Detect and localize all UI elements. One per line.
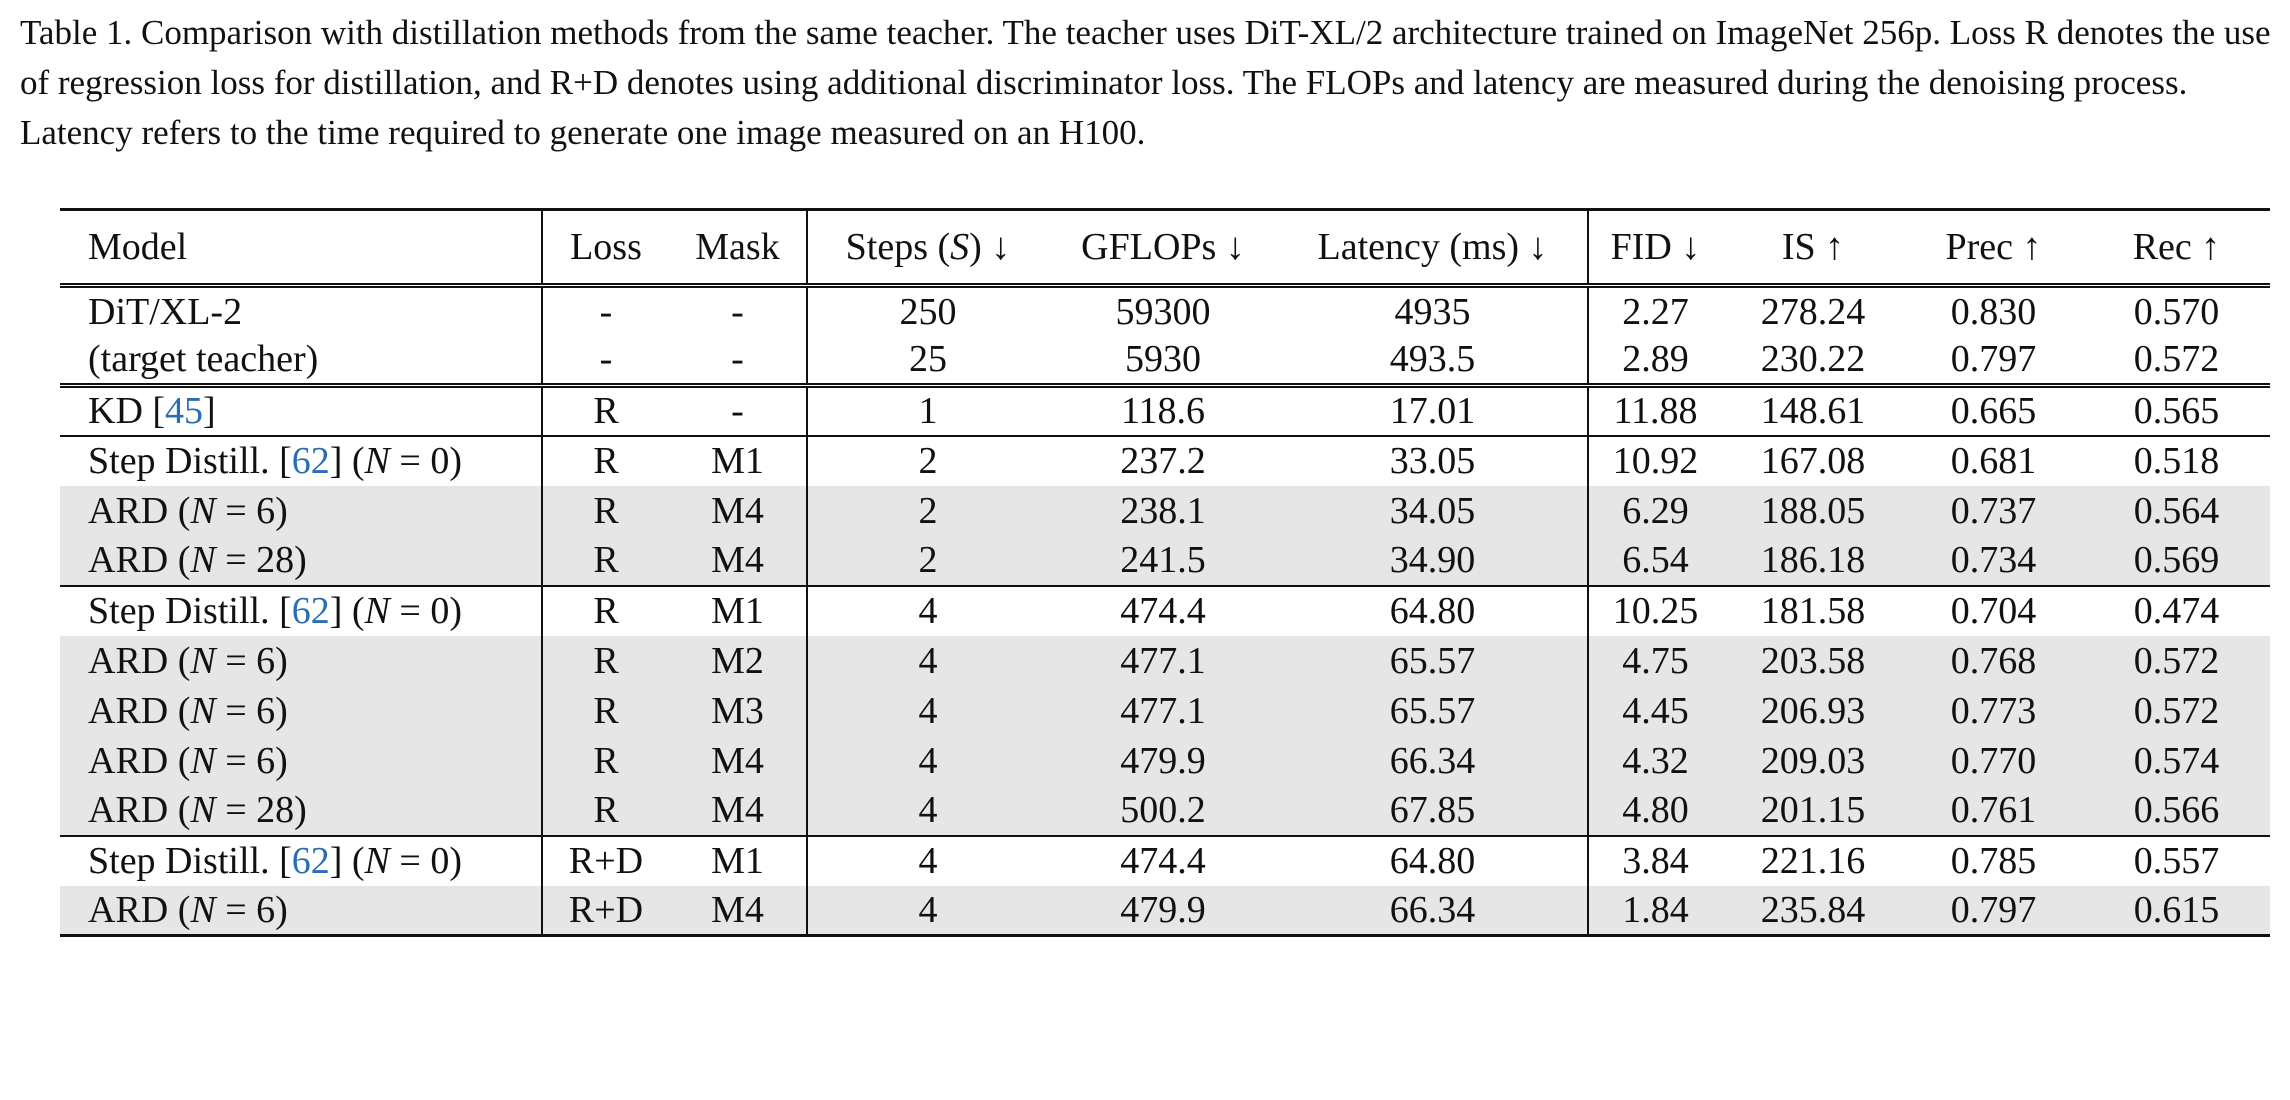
cell-fid: 2.27 bbox=[1588, 286, 1722, 336]
cell-prec: 0.737 bbox=[1904, 486, 2083, 536]
cell-fid: 3.84 bbox=[1588, 836, 1722, 886]
cell-fid: 10.92 bbox=[1588, 436, 1722, 486]
cell-rec: 0.569 bbox=[2083, 536, 2270, 586]
table-row bbox=[60, 886, 2270, 936]
cell-is: 230.22 bbox=[1760, 338, 1866, 381]
header-gflops: GFLOPs ↓ bbox=[1081, 226, 1245, 268]
header-row bbox=[60, 210, 2270, 286]
cell-rec: 0.564 bbox=[2083, 486, 2270, 536]
cell-latency: 17.01 bbox=[1389, 390, 1476, 433]
cell-gflops: 479.9 bbox=[1048, 886, 1278, 936]
cell-steps: 4 bbox=[807, 836, 1048, 886]
cell-model: ARD (N = 6) bbox=[60, 736, 542, 786]
cell-mask: M4 bbox=[669, 736, 807, 786]
cell-prec: 0.785 bbox=[1950, 840, 2037, 882]
header-rec: Rec ↑ bbox=[2132, 226, 2221, 268]
cell-model: (target teacher) bbox=[88, 338, 319, 381]
cell-fid: 1.84 bbox=[1588, 886, 1722, 936]
cell-mask: M4 bbox=[669, 886, 807, 936]
cell-latency: 65.57 bbox=[1278, 636, 1588, 686]
cell-rec: 0.572 bbox=[2083, 636, 2270, 686]
cell-steps: 2 bbox=[807, 536, 1048, 586]
table-row bbox=[60, 286, 2270, 336]
cell-loss: R bbox=[542, 386, 669, 436]
cell-rec: 0.518 bbox=[2133, 440, 2220, 482]
cell-model: Step Distill. [62] (N = 0) bbox=[88, 590, 462, 632]
cell-fid: 4.32 bbox=[1588, 736, 1722, 786]
cell-steps: 4 bbox=[807, 736, 1048, 786]
cell-is: 181.58 bbox=[1760, 590, 1866, 632]
cell-model: ARD (N = 6) bbox=[60, 886, 542, 936]
cell-gflops: 241.5 bbox=[1048, 536, 1278, 586]
cell-is: 167.08 bbox=[1760, 440, 1866, 482]
cell-latency: 34.90 bbox=[1278, 536, 1588, 586]
cell-loss: R bbox=[542, 636, 669, 686]
cell-model: ARD (N = 6) bbox=[60, 636, 542, 686]
cell-mask: M1 bbox=[711, 840, 764, 882]
cell-gflops: 500.2 bbox=[1048, 786, 1278, 836]
cell-prec: 0.797 bbox=[1904, 886, 2083, 936]
cell-steps: 25 bbox=[807, 336, 1048, 386]
cell-loss: - bbox=[542, 286, 669, 336]
table-caption: Table 1. Comparison with distillation methods from the same teacher. The teacher uses DiT-XL/2 architecture trained on ImageNet 256p. Loss R denotes the use of regression loss for distillation, and R+D denotes using additional discriminator loss. The FLOPs and latency are measured during the denoising process. Latency refers to the time required to generate one image measured on an H100. bbox=[20, 13, 2271, 152]
results-table bbox=[60, 208, 2270, 937]
table-row bbox=[60, 736, 2270, 786]
cell-steps: 4 bbox=[807, 886, 1048, 936]
table-row bbox=[60, 786, 2270, 836]
cell-fid: 2.89 bbox=[1588, 336, 1722, 386]
cell-model: ARD (N = 28) bbox=[60, 786, 542, 836]
cell-prec: 0.734 bbox=[1904, 536, 2083, 586]
header-fid: FID ↓ bbox=[1588, 210, 1722, 286]
cell-gflops: 477.1 bbox=[1048, 636, 1278, 686]
table-row bbox=[60, 836, 2270, 886]
cell-gflops: 474.4 bbox=[1120, 840, 1206, 882]
cell-mask: M3 bbox=[669, 686, 807, 736]
cell-is: 148.61 bbox=[1760, 390, 1866, 433]
citation-link[interactable]: 62 bbox=[291, 590, 330, 632]
cell-mask: M1 bbox=[711, 590, 764, 632]
cell-loss: R bbox=[542, 536, 669, 586]
cell-steps: 4 bbox=[807, 636, 1048, 686]
table-body bbox=[60, 286, 2270, 936]
cell-fid: 10.25 bbox=[1588, 586, 1722, 636]
cell-mask: M1 bbox=[711, 440, 764, 482]
cell-rec: 0.565 bbox=[2133, 390, 2220, 433]
table-row bbox=[60, 436, 2270, 486]
cell-prec: 0.773 bbox=[1904, 686, 2083, 736]
cell-prec: 0.681 bbox=[1950, 440, 2037, 482]
cell-mask: - bbox=[731, 338, 744, 381]
cell-gflops: 118.6 bbox=[1120, 390, 1206, 433]
cell-loss: R bbox=[542, 486, 669, 536]
cell-gflops: 5930 bbox=[1125, 338, 1201, 381]
cell-loss: R+D bbox=[542, 836, 669, 886]
cell-model: Step Distill. [62] (N = 0) bbox=[88, 840, 462, 882]
cell-latency: 64.80 bbox=[1389, 590, 1476, 632]
cell-fid: 6.29 bbox=[1588, 486, 1722, 536]
cell-loss: R bbox=[542, 586, 669, 636]
cell-rec: 0.615 bbox=[2083, 886, 2270, 936]
cell-steps: 250 bbox=[807, 286, 1048, 336]
cell-prec: 0.768 bbox=[1904, 636, 2083, 686]
cell-steps: 2 bbox=[807, 436, 1048, 486]
cell-model: ARD (N = 6) bbox=[60, 686, 542, 736]
cell-mask: M4 bbox=[669, 486, 807, 536]
cell-steps: 2 bbox=[807, 486, 1048, 536]
cell-is: 278.24 bbox=[1760, 290, 1866, 333]
cell-model: ARD (N = 28) bbox=[60, 536, 542, 586]
cell-rec: 0.566 bbox=[2083, 786, 2270, 836]
cell-is: 221.16 bbox=[1760, 840, 1866, 882]
cell-gflops: 479.9 bbox=[1048, 736, 1278, 786]
cell-loss: R bbox=[542, 736, 669, 786]
cell-loss: R+D bbox=[542, 886, 669, 936]
cell-is: 201.15 bbox=[1722, 786, 1904, 836]
cell-is: 188.05 bbox=[1722, 486, 1904, 536]
cell-prec: 0.665 bbox=[1950, 390, 2037, 433]
cell-prec: 0.704 bbox=[1950, 590, 2037, 632]
cell-rec: 0.572 bbox=[2133, 338, 2220, 381]
cell-latency: 33.05 bbox=[1389, 440, 1476, 482]
cell-rec: 0.557 bbox=[2133, 840, 2220, 882]
cell-gflops: 59300 bbox=[1115, 290, 1211, 333]
cell-gflops: 237.2 bbox=[1120, 440, 1206, 482]
cell-latency: 64.80 bbox=[1389, 840, 1476, 882]
cell-mask: M4 bbox=[669, 536, 807, 586]
cell-is: 206.93 bbox=[1722, 686, 1904, 736]
header-steps: Steps (S) ↓ bbox=[807, 210, 1048, 286]
cell-fid: 4.45 bbox=[1588, 686, 1722, 736]
cell-gflops: 474.4 bbox=[1120, 590, 1206, 632]
cell-rec: 0.572 bbox=[2083, 686, 2270, 736]
cell-prec: 0.830 bbox=[1950, 290, 2037, 333]
table-row bbox=[60, 636, 2270, 686]
cell-latency: 4935 bbox=[1394, 290, 1471, 333]
header-loss: Loss bbox=[542, 210, 669, 286]
table-row bbox=[60, 386, 2270, 436]
cell-prec: 0.761 bbox=[1904, 786, 2083, 836]
table-row bbox=[60, 686, 2270, 736]
cell-gflops: 477.1 bbox=[1048, 686, 1278, 736]
cell-is: 235.84 bbox=[1722, 886, 1904, 936]
cell-steps: 4 bbox=[807, 786, 1048, 836]
cell-rec: 0.574 bbox=[2083, 736, 2270, 786]
cell-steps: 1 bbox=[807, 386, 1048, 436]
cell-model: KD [45] bbox=[88, 390, 216, 433]
cell-loss: R bbox=[542, 686, 669, 736]
cell-prec: 0.797 bbox=[1950, 338, 2037, 381]
cell-loss: - bbox=[542, 336, 669, 386]
cell-fid: 6.54 bbox=[1588, 536, 1722, 586]
citation-link[interactable]: 62 bbox=[291, 440, 330, 482]
cell-model: DiT/XL-2 bbox=[88, 290, 243, 333]
cell-rec: 0.570 bbox=[2133, 290, 2220, 333]
header-prec: Prec ↑ bbox=[1945, 226, 2042, 268]
cell-fid: 11.88 bbox=[1588, 386, 1722, 436]
header-mask: Mask bbox=[695, 226, 780, 268]
header-model: Model bbox=[88, 226, 188, 268]
cell-rec: 0.474 bbox=[2133, 590, 2220, 632]
cell-gflops: 238.1 bbox=[1048, 486, 1278, 536]
cell-steps: 4 bbox=[807, 586, 1048, 636]
header-latency: Latency (ms) ↓ bbox=[1317, 226, 1548, 268]
cell-latency: 66.34 bbox=[1278, 886, 1588, 936]
table-row bbox=[60, 486, 2270, 536]
cell-is: 209.03 bbox=[1722, 736, 1904, 786]
header-is: IS ↑ bbox=[1781, 226, 1845, 268]
table-row bbox=[60, 336, 2270, 386]
cell-fid: 4.75 bbox=[1588, 636, 1722, 686]
cell-latency: 65.57 bbox=[1278, 686, 1588, 736]
cell-prec: 0.770 bbox=[1904, 736, 2083, 786]
citation-link[interactable]: 45 bbox=[165, 390, 204, 433]
cell-is: 203.58 bbox=[1722, 636, 1904, 686]
cell-mask: - bbox=[731, 390, 744, 433]
table-row bbox=[60, 586, 2270, 636]
cell-loss: R bbox=[542, 436, 669, 486]
cell-model: Step Distill. [62] (N = 0) bbox=[88, 440, 462, 482]
cell-fid: 4.80 bbox=[1588, 786, 1722, 836]
cell-is: 186.18 bbox=[1722, 536, 1904, 586]
cell-latency: 67.85 bbox=[1278, 786, 1588, 836]
cell-latency: 66.34 bbox=[1278, 736, 1588, 786]
cell-mask: - bbox=[731, 290, 744, 333]
cell-mask: M2 bbox=[669, 636, 807, 686]
table-row bbox=[60, 536, 2270, 586]
cell-loss: R bbox=[542, 786, 669, 836]
cell-steps: 4 bbox=[807, 686, 1048, 736]
citation-link[interactable]: 62 bbox=[291, 840, 330, 882]
cell-latency: 493.5 bbox=[1389, 338, 1476, 381]
cell-mask: M4 bbox=[669, 786, 807, 836]
cell-latency: 34.05 bbox=[1278, 486, 1588, 536]
cell-model: ARD (N = 6) bbox=[60, 486, 542, 536]
